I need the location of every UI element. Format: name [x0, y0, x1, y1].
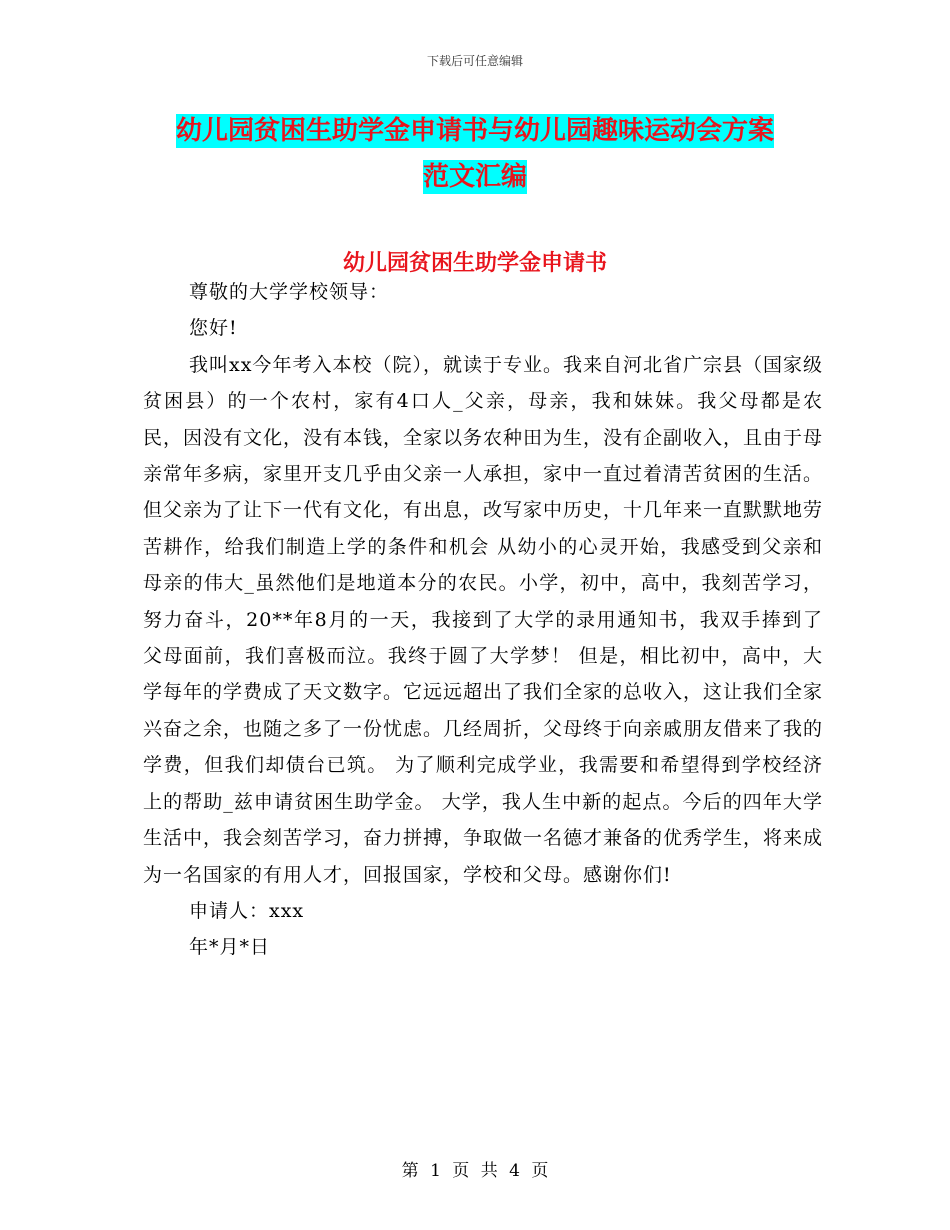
page-header-note: 下载后可任意编辑 [426, 54, 523, 68]
letter-applicant: 申请人：xxx [189, 899, 305, 922]
page-number: 第 1 页 共 4 页 [401, 1161, 549, 1181]
document-title [0, 108, 950, 200]
document-title-line-1: 幼儿园贫困生助学金申请书与幼儿园趣味运动会方案 [175, 116, 774, 146]
letter-greeting: 您好! [189, 317, 238, 340]
letter-salutation: 尊敬的大学学校领导： [189, 281, 390, 303]
letter-body: 我叫xx今年考入本校（院），就读于专业。我来自河北省广宗县（国家级贫困县）的一个农村，家有4口人_父亲，母亲，我和妹妹。我父母都是农民，因没有文化，没有本钱，全家以务农种田为生，没有企副收入，且由于母亲常年多病，家里开支几乎由父亲一人承担，家中一直过着清苦贫困的生活。 但父亲为了让下一代有文化，有出息，改写家中历史，十几年来一直默默地劳苦耕作，给我们制造上学的条件和机会 从幼小的心灵开始，我感受到父亲和母亲的伟大_虽然他们是地道本分的农民。小学，初中，高中，我刻苦学习，努力奋斗，20**年8月的一天，我接到了大学的录用通知书，我双手捧到了父母面前，我们喜极而泣。我终于圆了大学梦！ 但是，相比初中，高中，大学每年的学费成了天文数字。它远远超出了我们全家的总收入，这让我们全家兴奋之余，也随之多了一份忧虑。几经周折，父母终于向亲戚朋友借来了我的学费，但我们却债台已筑。 为了顺利完成学业，我需要和希望得到学校经济上的帮助_兹申请贫困生助学金。 大学，我人生中新的起点。今后的四年大学生活中，我会刻苦学习，奋力拼搏，争取做一名德才兼备的优秀学生，将来成为一名国家的有用人才，回报国家，学校和父母。感谢你们! [143, 353, 824, 886]
section-heading: 幼儿园贫困生助学金申请书 [342, 251, 607, 276]
document-title-line-2: 范文汇编 [422, 162, 527, 192]
letter-content [143, 274, 823, 966]
letter-date: 年*月*日 [189, 936, 271, 959]
